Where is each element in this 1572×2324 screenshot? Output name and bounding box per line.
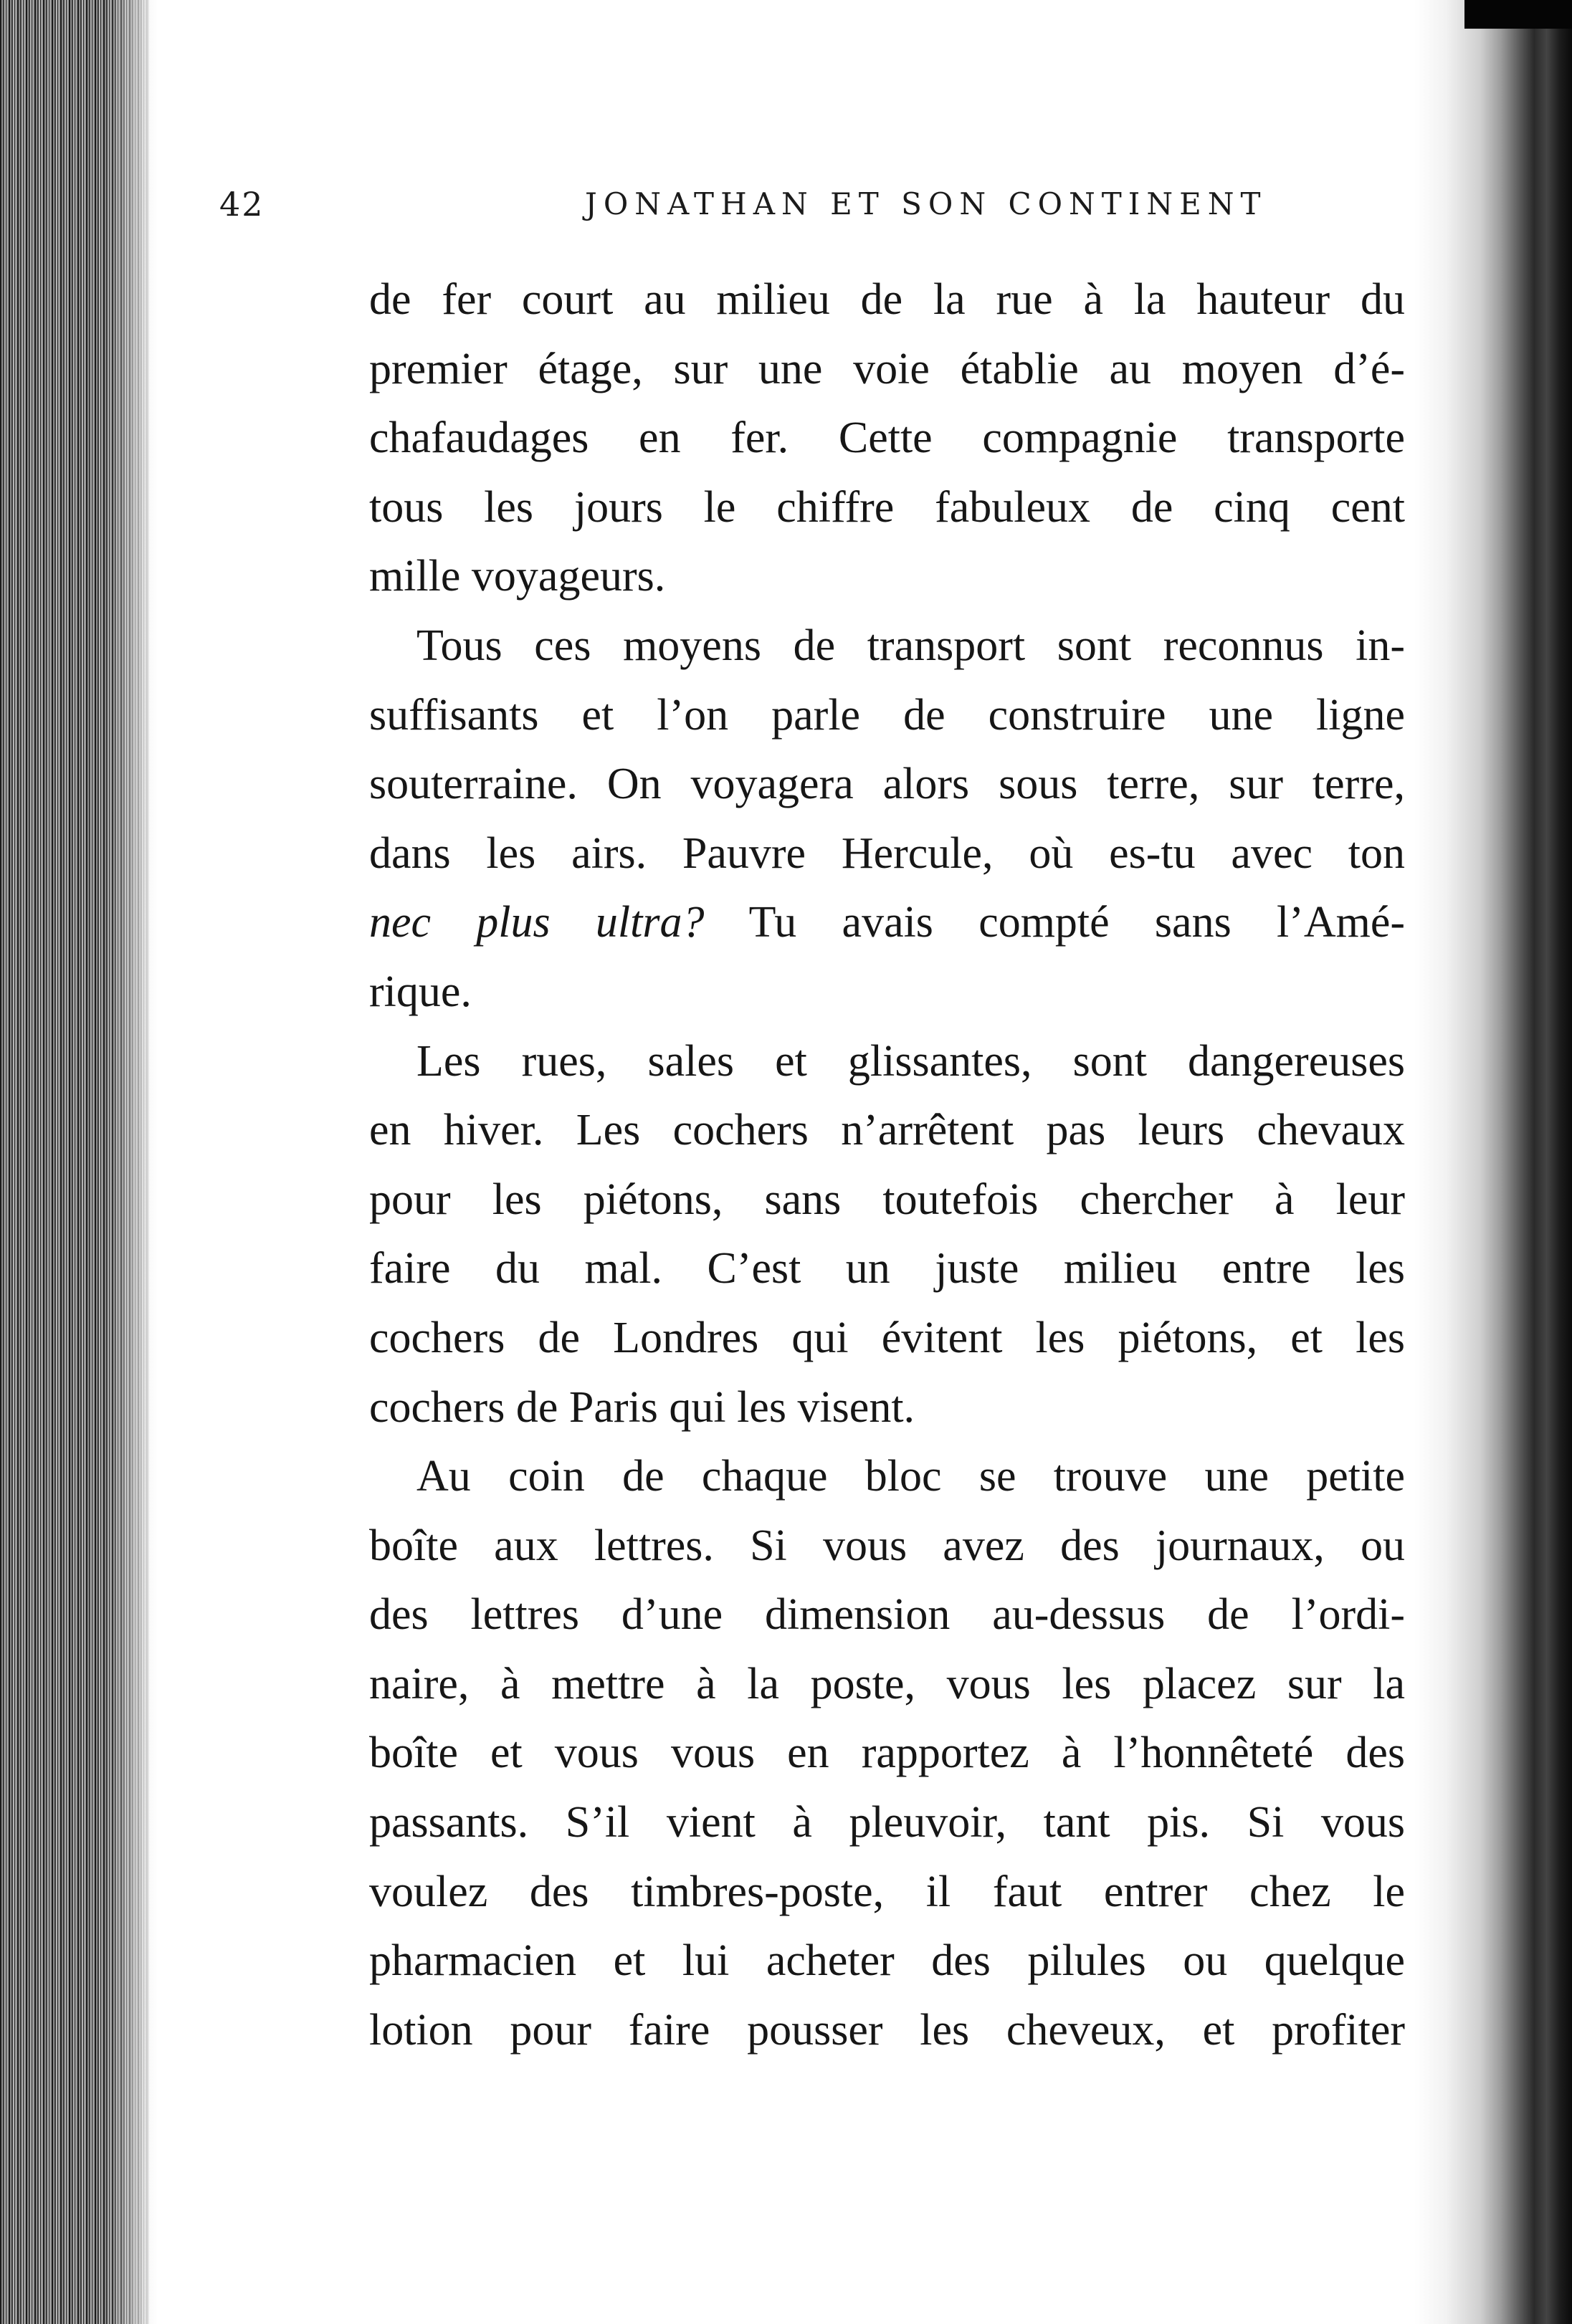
paragraph-start: Tous ces moyens de transport sont reconnus in- [416,621,1405,670]
text-line: cochers de Paris qui les visent. [369,1382,915,1432]
text-line: souterraine. On voyagera alors sous terre, sur terre, [369,760,1405,809]
running-title: JONATHAN ET SON CONTINENT [585,186,1267,221]
italic-phrase: nec plus ultra? [369,898,705,947]
text-line: en hiver. Les cochers n’arrêtent pas leurs chevaux [369,1106,1405,1155]
text-line: dans les airs. Pauvre Hercule, où es-tu avec ton [369,828,1405,878]
text-line: tous les jours le chiffre fabuleux de cinq cent [369,482,1405,532]
page-number: 42 [219,185,265,224]
book-edge-fade [108,0,158,2324]
text-line: suffisants et l’on parle de construire une ligne [369,690,1405,740]
text-line: pharmacien et lui acheter des pilules ou quelque [369,1936,1405,1986]
text-line: des lettres d’une dimension au-dessus de l’ordi- [369,1590,1405,1640]
text-line-italic [369,888,1405,957]
text-line-rest: Tu avais compté sans l’Amé- [748,898,1405,947]
binding-shadow-right [1414,0,1572,2324]
text-line: boîte aux lettres. Si vous avez des journaux, ou [369,1521,1405,1570]
paragraph-start: Les rues, sales et glissantes, sont dangereuses [416,1036,1405,1086]
text-line: lotion pour faire pousser les cheveux, et profiter [369,2005,1405,2055]
text-line: chafaudages en fer. Cette compagnie transporte [369,413,1405,463]
text-line: naire, à mettre à la poste, vous les placez sur la [369,1659,1405,1708]
text-line: boîte et vous vous en rapportez à l’honnêteté des [369,1728,1405,1778]
text-line: voulez des timbres-poste, il faut entrer chez le [369,1867,1405,1916]
text-line: mille voyageurs. [369,552,666,601]
text-line: premier étage, sur une voie établie au moyen d’é- [369,344,1405,393]
text-line: de fer court au milieu de la rue à la hauteur du [369,275,1405,324]
text-line: passants. S’il vient à pleuvoir, tant pis. Si vous [369,1798,1405,1847]
body-text [369,265,1405,2065]
binding-corner [1464,0,1572,29]
text-line: faire du mal. C’est un juste milieu entre les [369,1244,1405,1293]
paragraph-start: Au coin de chaque bloc se trouve une petite [416,1452,1405,1501]
page-header [219,185,1267,228]
text-line: cochers de Londres qui évitent les piétons, et les [369,1313,1405,1362]
text-line: rique. [369,967,472,1016]
text-line: pour les piétons, sans toutefois chercher à leur [369,1175,1405,1224]
